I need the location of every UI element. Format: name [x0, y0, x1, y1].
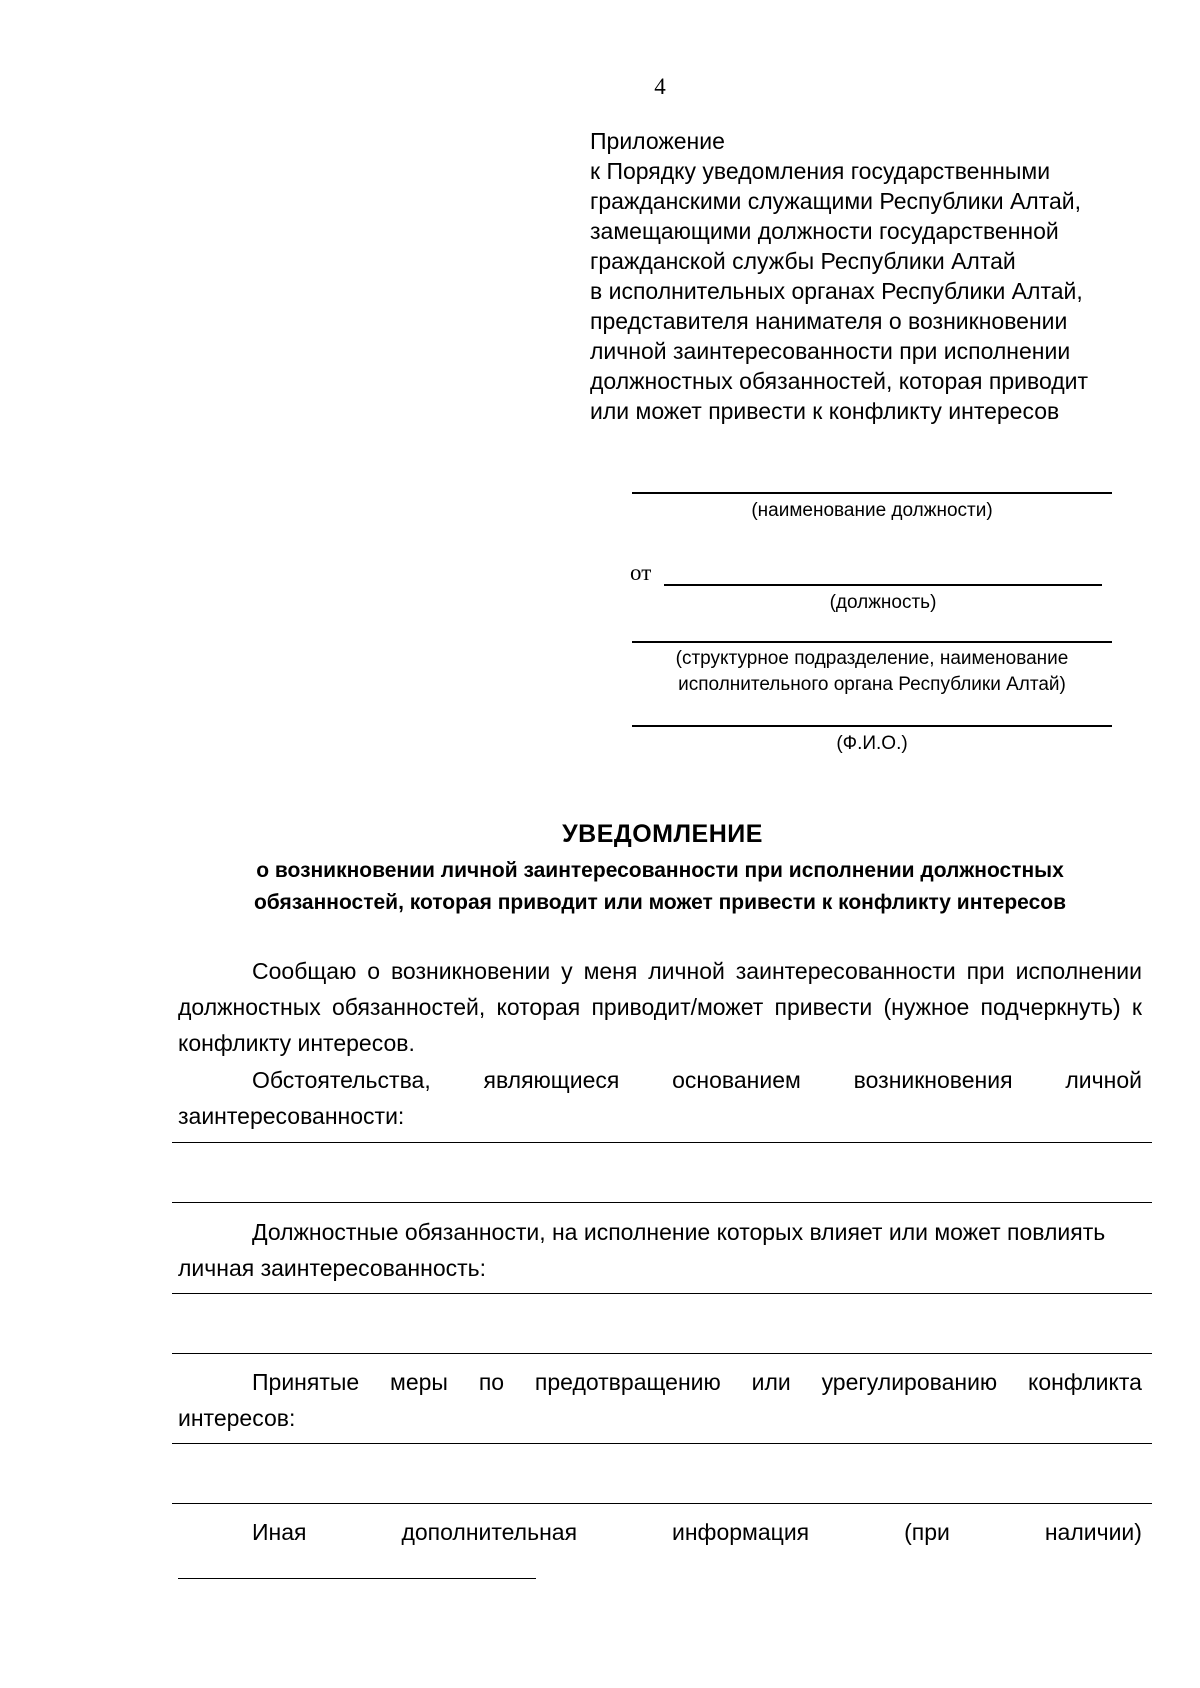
notice-subtitle-line-2: обязанностей, которая приводит или может привести к конфликту интересов	[253, 891, 1067, 914]
measures-word: меры	[390, 1369, 448, 1395]
measures-fill-line-1[interactable]	[172, 1443, 1152, 1444]
department-caption-line-1: (структурное подразделение, наименование	[675, 648, 1069, 669]
appendix-line: замещающими должности государственной	[590, 218, 1059, 244]
other-info-line	[178, 1514, 1142, 1550]
page-number: 4	[654, 74, 666, 99]
measures-word: Принятые	[252, 1369, 360, 1395]
measures-word: предотвращению	[534, 1369, 721, 1395]
measures-paragraph	[178, 1364, 1142, 1436]
circumstances-fill-line-2[interactable]	[172, 1202, 1152, 1203]
position-caption: (должность)	[829, 592, 937, 613]
department-line	[632, 641, 1112, 643]
measures-word: по	[478, 1369, 505, 1395]
other-info-paragraph	[178, 1514, 1142, 1550]
appendix-header	[590, 126, 1150, 426]
notice-title: УВЕДОМЛЕНИЕ	[562, 820, 763, 848]
appendix-line: к Порядку уведомления государственными	[590, 158, 1051, 184]
fio-line	[632, 725, 1112, 727]
position-name-caption: (наименование должности)	[751, 500, 993, 521]
circumstances-fill-line-1[interactable]	[172, 1142, 1152, 1143]
circumstances-paragraph	[178, 1062, 1142, 1134]
intro-paragraph: Сообщаю о возникновении у меня личной заинтересованности при исполнении должностных обязанностей, которая приводит/может привести (нужное подчеркнуть) к конфликту интересов.	[178, 958, 1142, 1056]
circumstances-word: основанием	[672, 1067, 801, 1093]
appendix-line: личной заинтересованности при исполнении	[590, 338, 1071, 364]
circumstances-word: возникновения	[853, 1067, 1013, 1093]
other-info-word: дополнительная	[401, 1519, 578, 1545]
from-label: от	[630, 560, 652, 585]
circumstances-end: заинтересованности:	[178, 1103, 405, 1129]
other-info-word: Иная	[252, 1519, 307, 1545]
appendix-line: должностных обязанностей, которая приводит	[590, 368, 1089, 394]
duties-paragraph	[178, 1214, 1142, 1286]
circumstances-word: личной	[1065, 1067, 1142, 1093]
other-info-word: (при	[904, 1519, 950, 1545]
position-line	[664, 584, 1102, 586]
other-info-word: информация	[672, 1519, 810, 1545]
appendix-line: гражданскими служащими Республики Алтай,	[590, 188, 1082, 214]
appendix-line: представителя нанимателя о возникновении	[590, 308, 1068, 334]
measures-word: конфликта	[1028, 1369, 1142, 1395]
duties-fill-line-2[interactable]	[172, 1353, 1152, 1354]
department-caption-line-2: исполнительного органа Республики Алтай)	[678, 674, 1066, 695]
appendix-line: или может привести к конфликту интересов	[590, 398, 1060, 424]
fio-caption: (Ф.И.О.)	[836, 733, 908, 754]
circumstances-line	[178, 1062, 1142, 1098]
measures-line	[178, 1364, 1142, 1400]
measures-fill-line-2[interactable]	[172, 1503, 1152, 1504]
other-info-word: наличии)	[1044, 1519, 1142, 1545]
measures-word: или	[751, 1369, 791, 1395]
measures-end: интересов:	[178, 1405, 296, 1431]
duties-line-2: личная заинтересованность:	[178, 1255, 487, 1281]
notice-subtitle-line-1: о возникновении личной заинтересованности при исполнении должностных	[256, 859, 1064, 882]
duties-fill-line-1[interactable]	[172, 1293, 1152, 1294]
position-name-line	[632, 492, 1112, 494]
notice-subtitle	[180, 855, 1140, 919]
appendix-line: гражданской службы Республики Алтай	[590, 248, 1016, 274]
other-info-fill-line[interactable]	[178, 1578, 536, 1579]
circumstances-word: являющиеся	[483, 1067, 620, 1093]
measures-word: урегулированию	[821, 1369, 998, 1395]
circumstances-word: Обстоятельства,	[252, 1067, 431, 1093]
appendix-line: в исполнительных органах Республики Алтай,	[590, 278, 1083, 304]
duties-line-1: Должностные обязанности, на исполнение которых влияет или может повлиять	[252, 1219, 1106, 1245]
appendix-line: Приложение	[590, 128, 725, 154]
